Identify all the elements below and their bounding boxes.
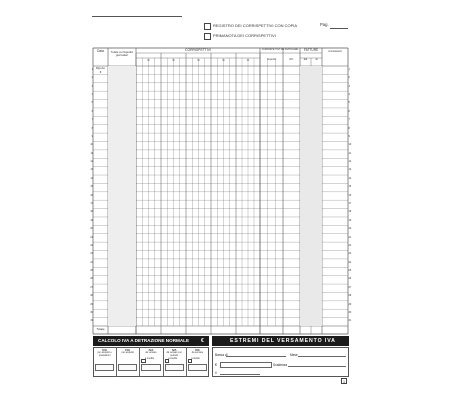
row-number-left: 24: [90, 260, 93, 264]
riporto-suffix: €: [99, 69, 102, 74]
row-number-right: 20: [348, 227, 352, 231]
row-number-left: 8: [91, 126, 93, 130]
rate-label: %: [147, 57, 150, 62]
row-number-right: 21: [348, 235, 352, 239]
calcolo-checkbox-label: a credito: [168, 357, 178, 361]
calcolo-column-title: IVA: [148, 347, 154, 352]
row-number-left: 11: [90, 151, 93, 155]
corrispettivi-group-header: CORRISPETTIVI: [185, 48, 211, 52]
row-number-left: 21: [90, 235, 93, 239]
versamento-title: ESTREMI DEL VERSAMENTO IVA: [230, 337, 336, 344]
riporto-label: Riporto: [95, 66, 106, 70]
row-number-left: 12: [90, 160, 93, 164]
row-number-right: 26: [348, 277, 352, 281]
row-number-right: 8: [348, 126, 350, 130]
calcolo-value-box[interactable]: [95, 364, 114, 371]
row-number-right: 1: [348, 67, 350, 71]
row-number-left: 28: [90, 294, 93, 298]
option-registro-label: REGISTRO DEI CORRISPETTIVI CON COPIA: [213, 23, 298, 28]
row-number-left: 27: [90, 285, 93, 289]
calcolo-checkbox-label: a debito: [191, 357, 200, 361]
row-number-left: 9: [91, 134, 93, 138]
row-number-left: 2: [91, 76, 93, 80]
row-number-left: 16: [90, 193, 93, 197]
calcolo-column-subtitle: da versare: [191, 351, 204, 354]
row-number-left: 20: [90, 227, 93, 231]
field-data-label: il: [215, 371, 217, 375]
row-number-right: 4: [348, 92, 350, 96]
page-label: Pag.: [320, 22, 329, 27]
calcolo-iva-euro: €: [201, 337, 204, 344]
row-number-right: 9: [348, 134, 350, 138]
row-number-left: 30: [90, 311, 93, 315]
field-importo-label: €: [215, 363, 217, 367]
field-banca-line[interactable]: [226, 356, 286, 357]
row-number-right: 19: [348, 218, 352, 222]
col-totale-header: Totale corrispettivi giornalieri: [110, 50, 134, 57]
field-scadenza-label: Scadenza: [273, 363, 288, 367]
calcolo-value-box[interactable]: [141, 364, 160, 371]
field-scadenza-line[interactable]: [288, 366, 346, 367]
rate-label: %: [197, 57, 200, 62]
row-number-right: 28: [348, 294, 352, 298]
ventilazione-group-header: CORRISPETTIVI DA VENTILARE: [261, 47, 299, 51]
row-number-right: 29: [348, 302, 352, 306]
row-number-left: 18: [90, 210, 93, 214]
row-number-right: 30: [348, 311, 352, 315]
calcolo-column-subtitle: per acquisti e prestazioni: [97, 351, 112, 357]
calcolo-column-subtitle: per acquisti: [121, 351, 134, 354]
col-rif-header: Rif.: [289, 58, 294, 61]
row-number-left: 26: [90, 277, 93, 281]
fatture-dal-header: dal: [303, 58, 308, 61]
row-number-right: 27: [348, 285, 352, 289]
row-number-right: 25: [348, 269, 352, 273]
row-number-left: 13: [90, 168, 93, 172]
row-number-left: 17: [90, 201, 93, 205]
calcolo-column-subtitle: da versare: [145, 351, 157, 354]
calcolo-column-title: IVA: [102, 347, 107, 352]
calcolo-column-title: IVA: [125, 347, 131, 352]
col-data-header: Data: [97, 49, 104, 53]
calcolo-value-box[interactable]: [188, 364, 207, 371]
row-number-left: 25: [90, 269, 93, 273]
col-annotazioni-header: Annotazioni: [328, 50, 342, 53]
row-number-left: 1: [91, 67, 93, 71]
row-number-left: 5: [91, 101, 93, 105]
row-number-right: 15: [348, 185, 352, 189]
row-number-left: 4: [91, 92, 93, 96]
field-mese-label: Mese: [290, 353, 298, 357]
row-number-right: 3: [348, 84, 350, 88]
row-number-right: 6: [348, 109, 350, 113]
calcolo-iva-title: CALCOLO IVA A DETRAZIONE NORMALE: [98, 338, 190, 343]
row-number-left: 31: [90, 319, 93, 323]
row-number-right: 7: [348, 118, 350, 122]
row-number-right: 13: [348, 168, 352, 172]
row-number-left: 15: [90, 185, 93, 189]
footer-page-number: 1: [343, 380, 345, 384]
calcolo-column-title: IVA: [171, 347, 177, 352]
fatture-column-shade: [300, 66, 322, 326]
rate-label: %: [222, 57, 225, 62]
row-number-left: 7: [91, 118, 93, 122]
row-number-left: 22: [90, 243, 93, 247]
option-primanota-label: PRIMANOTA DEI CORRISPETTIVI: [213, 33, 276, 38]
row-number-left: 14: [90, 176, 93, 180]
row-number-right: 5: [348, 101, 350, 105]
row-number-left: 19: [90, 218, 93, 222]
field-mese-line[interactable]: [298, 356, 346, 357]
row-number-left: 23: [90, 252, 93, 256]
calcolo-checkbox-label: a credito: [144, 357, 155, 361]
row-number-right: 17: [348, 201, 352, 205]
calcolo-column-subtitle: da versare per periodo: [166, 351, 182, 357]
row-number-right: 14: [348, 176, 352, 180]
row-number-left: 3: [91, 84, 93, 88]
rate-label: %: [246, 57, 250, 62]
calcolo-value-box[interactable]: [165, 364, 184, 371]
row-number-right: 23: [348, 252, 352, 256]
field-data-line[interactable]: [220, 374, 260, 375]
row-number-right: 2: [348, 76, 350, 80]
row-number-right: 31: [348, 319, 352, 323]
row-number-right: 10: [348, 143, 352, 147]
row-number-left: 10: [90, 143, 93, 147]
fatture-al-header: al: [315, 58, 318, 61]
row-number-right: 12: [348, 160, 352, 164]
rate-label: %: [172, 57, 175, 62]
totale-row-label: Totale: [96, 327, 105, 331]
row-number-left: 29: [90, 302, 93, 306]
totale-column-shade: [108, 66, 136, 326]
row-number-right: 22: [348, 243, 352, 247]
row-number-right: 18: [348, 210, 352, 214]
fatture-group-header: FATTURE: [303, 48, 319, 52]
field-importo-box[interactable]: [220, 362, 272, 368]
calcolo-value-box[interactable]: [118, 364, 137, 371]
calcolo-column-title: IVA: [195, 347, 200, 352]
row-number-right: 11: [348, 151, 351, 155]
row-number-right: 16: [348, 193, 352, 197]
row-number-right: 24: [348, 260, 352, 264]
field-banca-label: Banca di: [215, 353, 228, 357]
col-importo-header: Importo: [267, 58, 276, 61]
row-number-left: 6: [91, 109, 93, 113]
